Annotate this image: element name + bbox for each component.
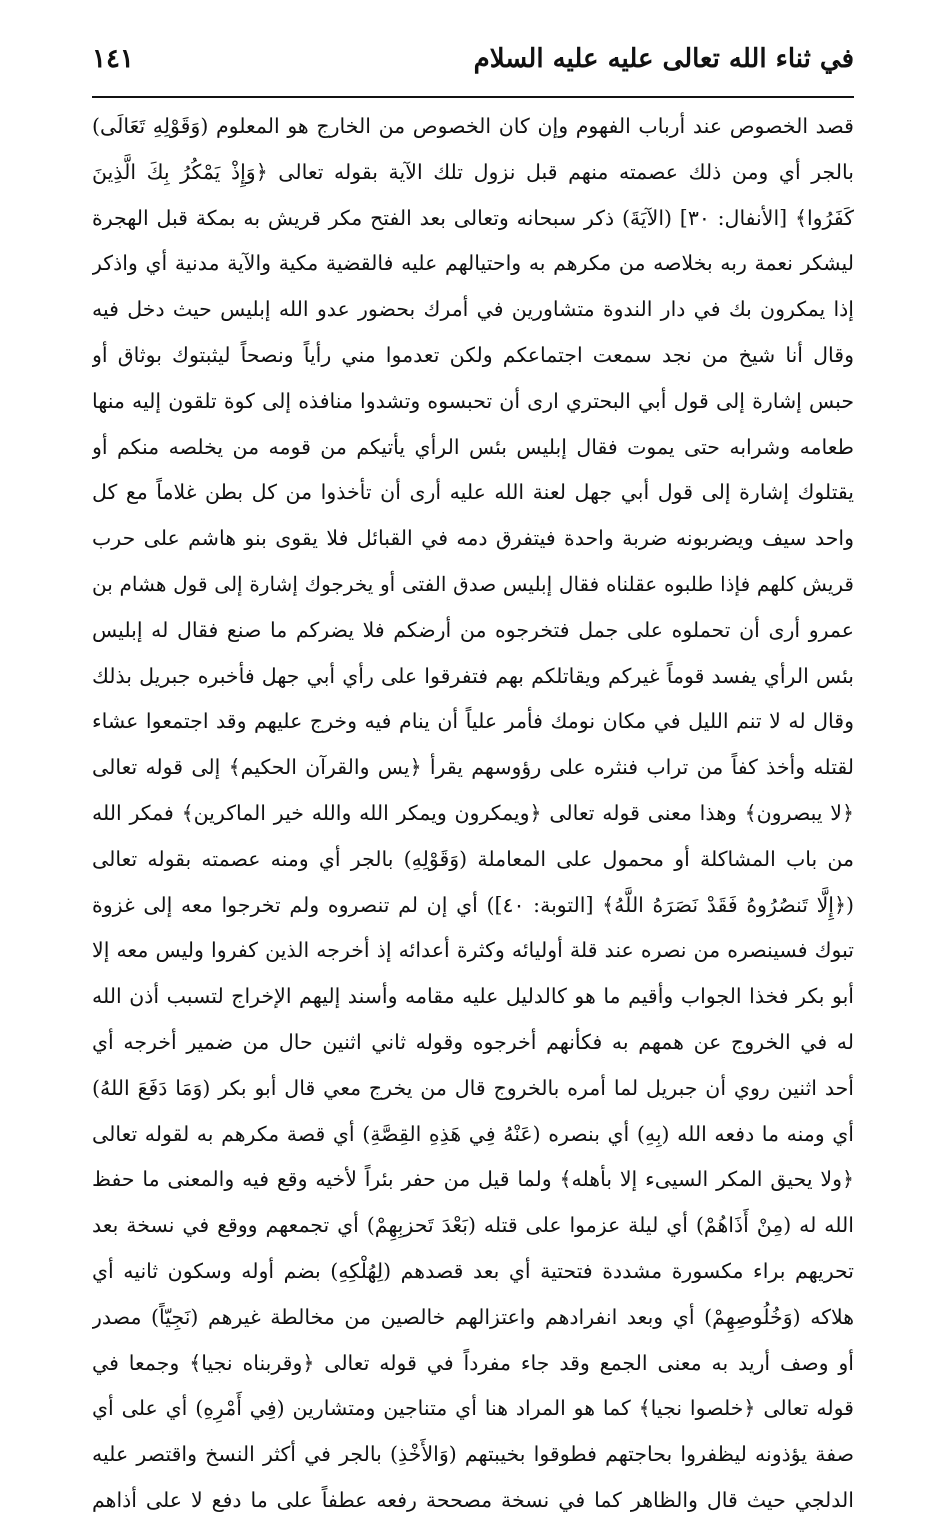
text-line: قصد الخصوص عند أرباب الفهوم وإن كان الخصوص من الخارج هو المعلوم (وَقَوْلِهِ تَعَالَى) — [92, 114, 854, 138]
text-line: واحد سيف ويضربونه ضربة واحدة فيتفرق دمه في القبائل فلا يقوى بنو هاشم على حرب — [92, 526, 854, 551]
text-line: طعامه وشرابه حتى يموت فقال إبليس بئس الرأي يأتيكم من قومه من يخلصه منكم أو — [92, 434, 854, 459]
text-line: هلاكه (وَخُلُوصِهِمْ) أي وبعد انفرادهم واعتزالهم خالصين من مخالطة غيرهم (نَجِيّاً) مصدر — [92, 1304, 854, 1329]
text-line: إذا يمكرون بك في دار الندوة متشاورين في أمرك بحضور عدو الله إبليس حيث دخل فيه — [92, 297, 854, 322]
text-line: الله له (مِنْ أَذَاهُمْ) أي ليلة عزموا على قتله (بَعْدَ تَحزبِهِمْ) أي تجمعهم ووقع في نسخة بعد — [92, 1213, 854, 1238]
text-line: ﴿لا يبصرون﴾ وهذا معنى قوله تعالى ﴿ويمكرون ويمكر الله والله خير الماكرين﴾ فمكر الله — [92, 800, 854, 825]
text-line: قوله تعالى ﴿خلصوا نجيا﴾ كما هو المراد هنا أي متناجين ومتشارين (فِي أَمْرِهِ) أي على أي — [92, 1396, 854, 1421]
text-line: يقتلوك إشارة إلى قول أبي جهل لعنة الله عليه أرى أن تأخذوا من كل بطن غلاماً مع كل — [92, 480, 854, 505]
text-line: له في الخروج عن همهم به فكأنهم أخرجوه وقوله ثاني اثنين حال من ضمير أخرجه أي — [92, 1029, 854, 1054]
page-number: ١٤١ — [92, 44, 134, 74]
text-line: قريش كلهم فإذا طلبوه عقلناه فقال إبليس صدق الفتى أو يخرجوك إشارة إلى قول هشام بن — [92, 571, 854, 596]
text-line: وقال أنا شيخ من نجد سمعت اجتماعكم ولكن تعدموا مني رأياً ونصحاً ليثبتوك بوثاق أو — [92, 342, 854, 367]
text-line: ليشكر نعمة ربه بخلاصه من مكرهم به واحتيالهم عليه فالقضية مكية والآية مدنية أي واذكر — [92, 251, 854, 276]
text-line: عمرو أرى أن تحملوه على جمل فتخرجوه من أرضكم فلا يضركم ما صنع فقال له إبليس — [92, 617, 854, 642]
text-line: بئس الرأي يفسد قوماً غيركم ويقاتلكم بهم فتفرقوا على رأي أبي جهل فأخبره جبريل بذلك — [92, 663, 854, 688]
text-line: أحد اثنين روي أن جبريل لما أمره بالخروج قال من يخرج معي قال أبو بكر (وَمَا دَفَعَ اللهُ) — [92, 1075, 854, 1100]
text-line: (﴿إِلَّا تَنصُرُوهُ فَقَدْ نَصَرَهُ اللَّهُ﴾ [التوبة: ٤٠]) أي إن لم تنصروه ولم تخرجوا معه إلى غزوة — [92, 892, 854, 917]
text-line: صفة يؤذونه ليظفروا بحاجتهم فطوقوا بخيبتهم (وَالأَخْذِ) بالجر في أكثر النسخ واقتصر عليه — [92, 1442, 854, 1467]
body-text — [92, 104, 854, 1524]
text-line: أي ومنه ما دفعه الله (بِهِ) أي بنصره (عَنْهُ فِي هَذِهِ القِصَّةِ) أي قصة مكرهم به لقوله تعالى — [92, 1121, 854, 1146]
text-line: تحريهم براء مكسورة مشددة فتحتية أي بعد قصدهم (لِهُلْكِهِ) بضم أوله وسكون ثانيه أي — [92, 1258, 854, 1283]
text-line: أبو بكر فخذا الجواب وأقيم ما هو كالدليل عليه مقامه وأسند إليهم الإخراج لتسبب أذن الله — [92, 984, 854, 1009]
text-line: الدلجي حيث قال والظاهر كما في نسخة مصححة رفعه عطفاً على ما دفع لا على أذاهم — [92, 1487, 854, 1512]
page-header — [92, 38, 854, 92]
text-line: حبس إشارة إلى قول أبي البحتري ارى أن تحبسوه وتشدوا منافذه إلى كوة تلقون إليه منها — [92, 388, 854, 413]
text-line: بالجر أي ومن ذلك عصمته منهم قبل نزول تلك الآية بقوله تعالى ﴿وَإِذْ يَمْكُرُ بِكَ الَّذِينَ — [92, 159, 854, 184]
text-line: ﴿ولا يحيق المكر السيىء إلا بأهله﴾ ولما قيل من حفر بئراً لأخيه وقع فيه والمعنى ما حفظ — [92, 1167, 854, 1192]
running-title: في ثناء الله تعالى عليه عليه السلام — [473, 44, 854, 74]
text-line: من باب المشاكلة أو محمول على المعاملة (وَقَوْلِهِ) بالجر أي ومنه عصمته بقوله تعالى — [92, 846, 854, 871]
text-line: كَفَرُوا﴾ [الأنفال: ٣٠] (الآيَةَ) ذكر سبحانه وتعالى بعد الفتح مكر قريش به بمكة قبل الهجرة — [92, 205, 854, 230]
text-line: تبوك فسينصره من نصره عند قلة أوليائه وكثرة أعدائه إذ أخرجه الذين كفروا وليس معه إلا — [92, 938, 854, 963]
text-line: وقال له لا تنم الليل في مكان نومك فأمر علياً أن ينام فيه وخرج عليهم وقد اجتمعوا عشاء — [92, 709, 854, 734]
text-line: لقتله وأخذ كفاً من تراب فنثره على رؤوسهم يقرأ ﴿يس والقرآن الحكيم﴾ إلى قوله تعالى — [92, 755, 854, 780]
text-line: أو وصف أريد به معنى الجمع وقد جاء مفرداً في قوله تعالى ﴿وقربناه نجيا﴾ وجمعا في — [92, 1350, 854, 1375]
header-divider — [92, 96, 854, 98]
